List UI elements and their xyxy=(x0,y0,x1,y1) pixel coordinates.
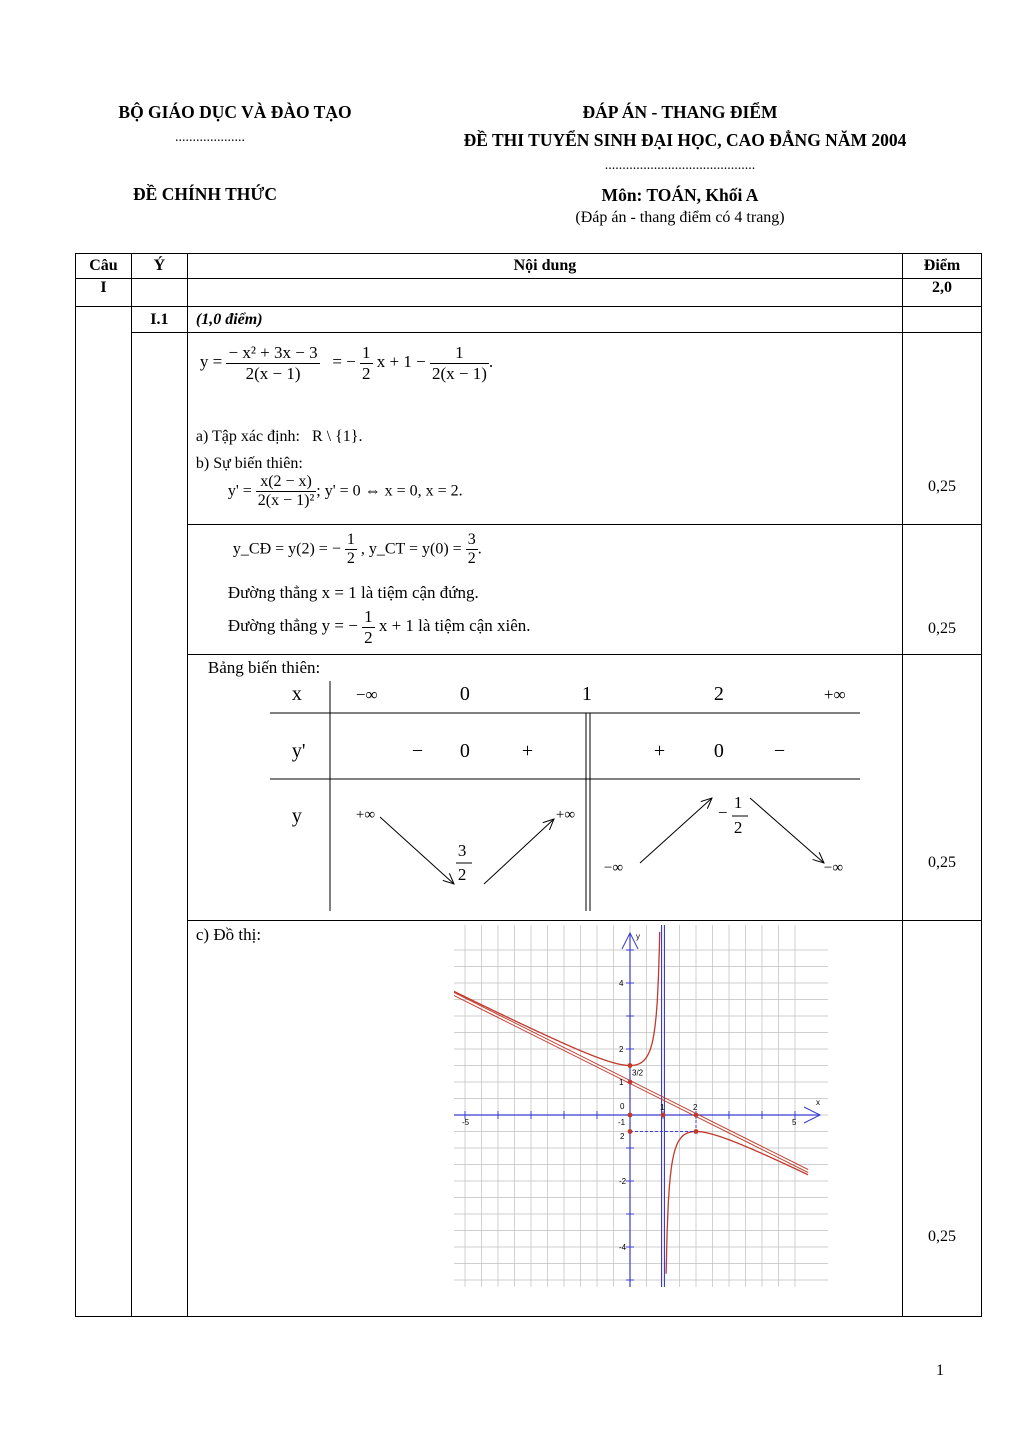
ycd-den: 2 xyxy=(346,550,355,568)
vt-sign-zero-1: 0 xyxy=(459,740,470,762)
key-point xyxy=(627,1080,632,1085)
subject-line: Môn: TOÁN, Khối A xyxy=(601,185,759,205)
key-point xyxy=(693,1113,698,1118)
vt-y-min-den: 2 xyxy=(457,865,467,884)
y-tick-label--2: -2 xyxy=(618,1177,627,1186)
vt-y-max-num: 1 xyxy=(733,793,743,812)
func-half-den: 2 xyxy=(362,363,371,383)
pages-note: (Đáp án - thang điểm có 4 trang) xyxy=(575,209,785,226)
oblique-num: 1 xyxy=(364,607,373,626)
ministry-dots: .................... xyxy=(175,130,245,145)
vt-arrow-up-1 xyxy=(484,819,554,884)
question-score: 2,0 xyxy=(903,279,982,307)
answer-table xyxy=(75,253,982,1317)
col-header-question: Câu xyxy=(76,254,132,279)
func-equals: = − xyxy=(332,351,356,371)
y-tick-label--4: -4 xyxy=(618,1243,627,1252)
question-number: I xyxy=(76,279,132,307)
vt-row-x: x xyxy=(291,683,302,705)
vt-row-y: y xyxy=(291,805,302,827)
vt-arrow-down-2 xyxy=(750,798,824,863)
col-header-score: Điểm xyxy=(903,254,982,279)
content-block-2 xyxy=(187,525,902,655)
func-numerator: − x² + 3x − 3 xyxy=(228,343,318,362)
function-graph xyxy=(454,925,828,1287)
func-last-num: 1 xyxy=(430,343,489,364)
vt-y-min-num: 3 xyxy=(457,841,467,860)
vt-arrow-up-2 xyxy=(640,798,712,863)
doc-subtitle: ĐỀ THI TUYỂN SINH ĐẠI HỌC, CAO ĐẲNG NĂM 2004 xyxy=(463,130,907,150)
content-block-4 xyxy=(187,921,902,1317)
key-point xyxy=(693,1129,698,1134)
vt-y-neg-inf-1: −∞ xyxy=(603,860,624,876)
func-last-den: 2(x − 1) xyxy=(431,363,487,383)
vt-sign-4: − xyxy=(773,740,786,762)
y-axis-label: y xyxy=(635,932,640,941)
func-denominator: 2(x − 1) xyxy=(245,363,301,383)
content-block-1 xyxy=(187,333,902,525)
x-tick-label--5: -5 xyxy=(461,1118,470,1127)
yct-den: 2 xyxy=(467,550,476,568)
page-number: 1 xyxy=(936,1362,944,1379)
func-end: . xyxy=(488,351,494,371)
variation-label: b) Sự biến thiên: xyxy=(195,455,303,472)
y-tick-label-1: 1 xyxy=(618,1078,624,1087)
vt-y-max-sign: − xyxy=(717,803,728,822)
curve-left-branch xyxy=(454,932,660,1066)
deriv-den: 2(x − 1)² xyxy=(257,492,315,510)
vt-row-yprime: y' xyxy=(291,740,306,762)
vt-x-1: 1 xyxy=(581,683,592,705)
x-tick-label-1: 1 xyxy=(659,1103,665,1112)
ministry-name: BỘ GIÁO DỤC VÀ ĐÀO TẠO xyxy=(118,102,352,122)
vt-x-pos-inf: +∞ xyxy=(823,685,846,704)
extrema-line xyxy=(233,531,482,569)
oblique-asymptote xyxy=(228,607,531,647)
score-3: 0,25 xyxy=(903,655,982,921)
vertical-asymptote: Đường thẳng x = 1 là tiệm cận đứng. xyxy=(227,583,479,602)
vt-x-2: 2 xyxy=(713,683,724,705)
oblique-den: 2 xyxy=(364,627,373,647)
label-neg-half-num: -1 xyxy=(617,1118,626,1127)
func-middle: x + 1 − xyxy=(376,351,426,371)
vt-y-pos-inf-1: +∞ xyxy=(355,807,376,823)
vt-sign-3: + xyxy=(653,740,666,762)
func-half-num: 1 xyxy=(362,343,371,362)
ycd-num: 1 xyxy=(345,531,357,550)
col-header-content: Nội dung xyxy=(187,254,902,279)
yct-text: , y_CT = y(0) = xyxy=(360,540,462,558)
y-tick-label-2: 2 xyxy=(618,1045,624,1054)
domain-value: R \ {1}. xyxy=(312,428,363,445)
deriv-lhs: y' = xyxy=(227,482,252,500)
doc-title: ĐÁP ÁN - THANG ĐIỂM xyxy=(582,102,778,122)
vt-y-max-den: 2 xyxy=(733,818,743,837)
graph-label: c) Đồ thị: xyxy=(195,925,262,944)
title-dots: ........................................... xyxy=(604,158,756,173)
deriv-num: x(2 − x) xyxy=(256,473,316,492)
vt-x-0: 0 xyxy=(459,683,470,705)
vt-x-neg-inf: −∞ xyxy=(355,685,378,704)
vt-sign-1: − xyxy=(411,740,424,762)
variation-table-label: Bảng biến thiên: xyxy=(207,658,321,677)
score-1: 0,25 xyxy=(903,333,982,525)
derivative-line xyxy=(228,473,463,511)
yct-end: . xyxy=(477,540,482,558)
y-tick-label-4: 4 xyxy=(618,979,624,988)
vt-arrow-down-1 xyxy=(380,817,454,884)
vt-sign-zero-2: 0 xyxy=(713,740,724,762)
func-lhs: y = xyxy=(199,351,223,371)
part-number: I.1 xyxy=(131,307,187,333)
domain-line xyxy=(196,428,363,446)
col-header-part: Ý xyxy=(131,254,187,279)
domain-label: a) Tập xác định: xyxy=(195,428,300,445)
oblique-pre: Đường thẳng y = − xyxy=(227,615,358,635)
score-4: 0,25 xyxy=(903,921,982,1317)
ycd-text: y_CĐ = y(2) = − xyxy=(232,540,341,558)
vt-y-pos-inf-2: +∞ xyxy=(555,807,576,823)
vt-y-neg-inf-2: −∞ xyxy=(823,860,844,876)
part-points: (1,0 điểm) xyxy=(187,307,902,333)
score-2: 0,25 xyxy=(903,525,982,655)
label-neg-half-den: 2 xyxy=(619,1132,625,1141)
function-definition xyxy=(200,343,493,383)
key-point xyxy=(627,1063,632,1068)
oblique-post: x + 1 là tiệm cận xiên. xyxy=(378,615,531,635)
x-tick-label-5: 5 xyxy=(791,1118,797,1127)
key-point xyxy=(627,1113,632,1118)
official-label: ĐỀ CHÍNH THỨC xyxy=(133,184,277,204)
content-block-3 xyxy=(187,655,902,921)
curve-right-branch xyxy=(666,1132,808,1274)
vt-sign-2: + xyxy=(521,740,534,762)
x-tick-label-2: 2 xyxy=(692,1103,698,1112)
label-three-halves: 3/2 xyxy=(631,1068,644,1078)
deriv-rest: ; y' = 0 ⇔ x = 0, x = 2. xyxy=(316,482,463,500)
origin-label: 0 xyxy=(619,1102,625,1111)
yct-num: 3 xyxy=(466,531,478,550)
key-point xyxy=(627,1129,632,1134)
x-axis-label: x xyxy=(815,1098,820,1107)
key-point xyxy=(660,1113,665,1118)
